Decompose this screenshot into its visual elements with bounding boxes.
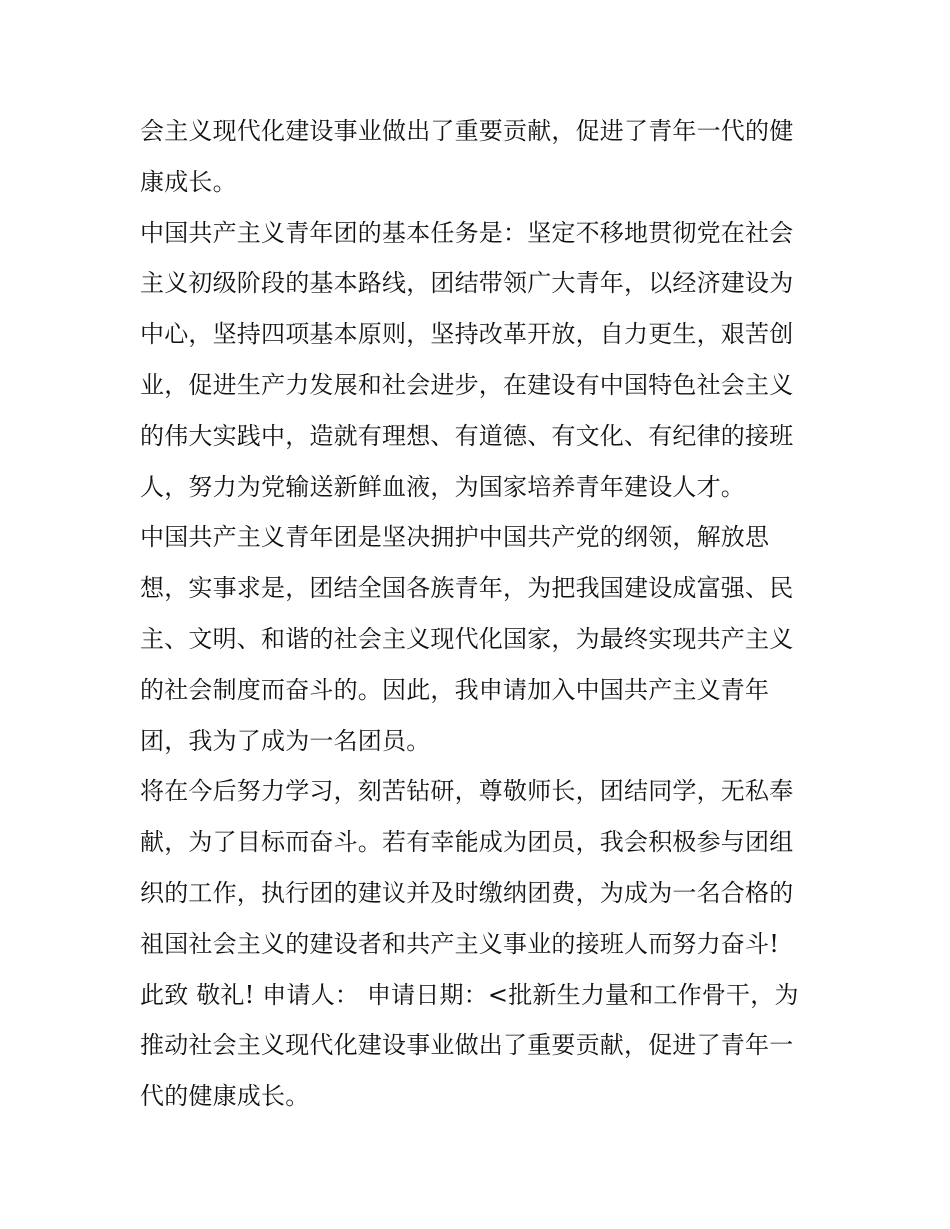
text-line: 主义初级阶段的基本路线，团结带领广大青年，以经济建设为 [140,269,794,298]
text-line: 康成长。 [140,167,237,196]
text-line: 主、文明、和谐的社会主义现代化国家，为最终实现共产主义 [140,624,794,653]
text-line: 此致 敬礼! 申请人： 申请日期：<批新生力量和工作骨干，为 [140,980,799,1009]
text-line: 祖国社会主义的建设者和共产主义事业的接班人而努力奋斗! [140,929,780,958]
text-line: 献，为了目标而奋斗。若有幸能成为团员，我会积极参与团组 [140,828,794,857]
text-line: 的社会制度而奋斗的。因此，我申请加入中国共产主义青年 [140,675,770,704]
text-line: 推动社会主义现代化建设事业做出了重要贡献，促进了青年一 [140,1031,794,1060]
text-line: 将在今后努力学习，刻苦钻研，尊敬师长，团结同学，无私奉 [140,777,794,806]
text-line: 想，实事求是，团结全国各族青年，为把我国建设成富强、民 [140,574,794,603]
text-line: 中国共产主义青年团的基本任务是：坚定不移地贯彻党在社会 [140,218,794,247]
text-line: 人，努力为党输送新鲜血液，为国家培养青年建设人才。 [140,472,745,501]
document-body [140,106,815,1122]
text-line: 团，我为了成为一名团员。 [140,726,431,755]
text-line: 业，促进生产力发展和社会进步，在建设有中国特色社会主义 [140,370,794,399]
text-line: 织的工作，执行团的建议并及时缴纳团费，为成为一名合格的 [140,878,794,907]
text-line: 代的健康成长。 [140,1082,310,1111]
text-line: 中国共产主义青年团是坚决拥护中国共产党的纲领，解放思 [140,523,770,552]
text-line: 会主义现代化建设事业做出了重要贡献，促进了青年一代的健 [140,117,794,145]
text-line: 的伟大实践中，造就有理想、有道德、有文化、有纪律的接班 [140,421,794,450]
text-line: 中心，坚持四项基本原则，坚持改革开放，自力更生，艰苦创 [140,320,794,349]
